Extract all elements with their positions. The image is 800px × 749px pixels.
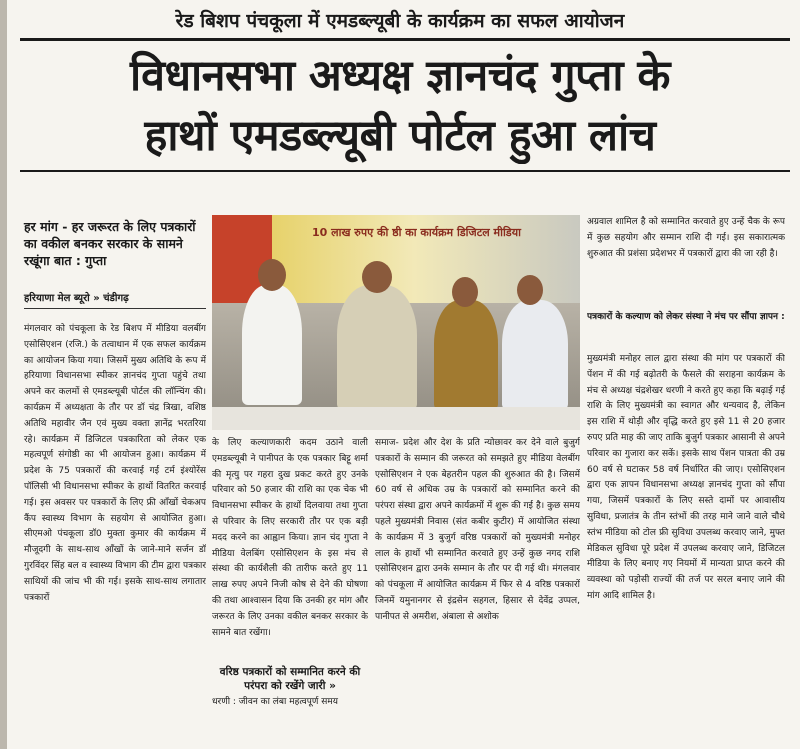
byline-source: हरियाणा मेल ब्यूरो » — [24, 293, 100, 304]
column-2-text: के लिए कल्याणकारी कदम उठाने वाली एमडब्ल्यूबी ने पानीपत के एक पत्रकार बिट्टू शर्मा की मृत्यु पर गहरा दुख प्रकट करते हुए उनके परिवार को 50 हजार की राशि का एक चेक भी विधानसभा स्पीकर के हाथों दिलवाया तथा गुप्ता से परिवार के लिए सरकारी तौर पर एक बड़ी मदद करने का आह्वान किया। ज्ञान चंद गुप्ता ने मीडिया वेलबिंग एसोसिएशन के इस मंच से संस्था की कार्यशैली की तारीफ करते हुए 11 लाख रुपए अपने निजी कोष से देने की घोषणा की तथा आश्वासन दिया कि उनकी हर मांग और जरूरत के लिए उनका वकील बनकर सरकार के सामने बात रखेंगा। — [212, 438, 368, 638]
article-column-3 — [375, 436, 580, 742]
byline-rule — [24, 308, 206, 309]
byline — [24, 290, 206, 304]
event-photo — [212, 215, 580, 430]
article-column-4 — [587, 352, 785, 742]
column-4-text: मुख्यमंत्री मनोहर लाल द्वारा संस्था की मांग पर पत्रकारों की पेंशन में की गई बढ़ोतरी के फैसले की सराहना कार्यक्रम के मंच से अध्यक्ष चंद्रशेखर धरणी ने करते हुए कहा कि बढ़ाई गई राशि के लिए मुख्यमंत्री का स्वागत और धन्यवाद है, लेकिन इस राशि में थोड़ी और वृद्धि करते हुए इसे 11 से 20 हजार रुपए प्रति माह की जाए ताकि बुजुर्ग पत्रकार आसानी से अपने परिवार का गुजारा कर सकें। इसके साथ पेंशन पात्रता की उम्र 60 वर्ष से घटाकर 58 वर्ष निर्धारित की जाए। एसोसिएशन द्वारा एक ज्ञापन विधानसभा अध्यक्ष ज्ञानचंद गुप्ता को सौंपा गया, जिसमें पत्रकारों के लिए सस्ते दामों पर आवासीय सुविधा, प्रजातंत्र के तीन स्तंभों की तरह माने जाने वाले चौथे स्तंभ मीडिया को टोल फ्री सुविधा उपलब्ध करवाए जाने, मुफ्त मेडिकल सुविधा पूरे प्रदेश में उपलब्ध करवाए जाने, डिजिटल मीडिया के लिए बनाए गए नियमों में मान्यता प्राप्त करने की व्यवस्था को पड़ोसी राज्यों की तर्ज पर सरल बनाए जाने की मांग आदि शामिल है। — [587, 354, 785, 601]
column-1-text: मंगलवार को पंचकूला के रेड बिशप में मीडिया वलबींग एसोसिएशन (रजि.) के तत्वाधान में एक सफल कार्यक्रम का आयोजन किया गया। जिसमें मुख्य अतिथि के रूप में हरियाणा विधानसभा स्पीकर ज्ञानचंद गुप्ता पहुंचे तथा अपने कर कलमों से एमडब्ल्यूबी पोर्टल की लॉन्चिंग की। कार्यक्रम में अध्यक्षता के तौर पर डॉ चंद्र त्रिखा, वशिष्ठ अतिथि महावीर जैन एवं मुख्य वक्ता ज्ञानेंद्र भरतरिया रहे। कार्यक्रम में डिजिटल पत्रकारिता को लेकर एक महत्वपूर्ण संगोष्ठी का भी आयोजन हुआ। कार्यक्रम में प्रदेश के 75 पत्रकारों की करवाई गई टर्म इंश्योरेंस पॉलिसी भी विधानसभा स्पीकर के हाथों वितरित करवाई गई। इस अवसर पर पत्रकारों के लिए फ्री आँखों चेकअप कैंप स्वास्थ्य विभाग के सहयोग से आयोजित हुआ। सीएमओ पंचकूला डॉ0 मुक्ता कुमार की कार्यक्रम में मौजूदगी के साथ-साथ आँखों के जाने-माने सर्जन डॉ गुरविंदर सिंह बल व स्वास्थ्य विभाग की टीम द्वारा पत्रकार साथियों की जांच भी की गई। इसके साथ-साथ लगातार पत्रकारों — [24, 324, 206, 603]
byline-place: चंडीगढ़ — [103, 293, 129, 304]
main-headline-line-2: हाथों एमडब्ल्यूबी पोर्टल हुआ लांच — [144, 111, 656, 161]
column-2-tail-text: धरणी : जीवन का लंबा महत्वपूर्ण समय — [212, 697, 338, 707]
photo-table — [212, 407, 580, 430]
person-1 — [242, 285, 302, 405]
article-column-2-tail — [212, 695, 368, 743]
photo-banner-text: 10 लाख रुपए की ष्ठी का कार्यक्रम डिजिटल मीडिया — [312, 226, 521, 239]
article-column-1 — [24, 322, 206, 740]
person-4 — [502, 300, 568, 410]
person-4-head — [517, 275, 543, 305]
person-3 — [434, 300, 498, 410]
person-2-head — [362, 261, 392, 293]
subheadline: हर मांग - हर जरूरत के लिए पत्रकारों का वकील बनकर सरकार के सामने रखूंगा बात : गुप्ता — [24, 219, 196, 268]
kicker-headline: रेड बिशप पंचकूला में एमडब्ल्यूबी के कार्यक्रम का सफल आयोजन — [175, 10, 625, 32]
person-1-head — [258, 259, 286, 291]
column-4-top-text: अग्रवाल शामिल है को सम्मानित करवाते हुए उन्हें चैक के रूप में कुछ सहयोग और सम्मान राशि दी गई। इस सकारात्मक शुरुआत की प्रशंसा प्रदेशभर में पत्रकारों द्वारा की जा रही है। — [587, 217, 785, 259]
person-3-head — [452, 277, 478, 307]
person-2 — [337, 285, 417, 410]
page-edge — [0, 0, 7, 749]
article-column-2 — [212, 436, 368, 662]
main-headline-line-1: विधानसभा अध्यक्ष ज्ञानचंद गुप्ता के — [130, 51, 670, 101]
column-4-subheading-text: पत्रकारों के कल्याण को लेकर संस्था ने मंच पर सौंपा ज्ञापन : — [587, 312, 785, 322]
column-4-subheading — [587, 310, 785, 350]
rule-under-headline — [20, 170, 790, 172]
rule-top — [20, 38, 790, 41]
article-column-4-top — [587, 215, 785, 309]
column-3-text: समाज- प्रदेश और देश के प्रति न्योछावर कर देने वाले बुजुर्ग पत्रकारों के सम्मान की जरूरत को समझते हुए मीडिया वेलबींग एसोसिएशन ने एक बेहतरीन पहल की शुरुआत की है। जिसमें 60 वर्ष से अधिक उम्र के पत्रकारों को सम्मानित करने की परंपरा संस्था द्वारा अपने कार्यक्रमों में शुरू की गई है। कुछ समय पहले मुख्यमंत्री निवास (संत कबीर कुटीर) में आयोजित संस्था के कार्यक्रम में 3 बुजुर्ग वरिष्ठ पत्रकारों को मुख्यमंत्री मनोहर लाल के हाथों भी सम्मानित करवाते हुए उन्हें कुछ नगद राशि एसोसिएशन द्वारा उनके सम्मान के तौर पर दी गई थी। मंगलवार को पंचकूला में आयोजित कार्यक्रम में फिर से 4 वरिष्ठ पत्रकारों जिनमें यमुनानगर से इंद्रसेन सहगल, हिसार से देवेंद्र उप्पल, पानीपत से अमरीश, अंबाला से अशोक — [375, 438, 580, 622]
column-2-subheading: वरिष्ठ पत्रकारों को सम्मानित करने की परंपरा को रखेंगे जारी » — [219, 666, 361, 692]
